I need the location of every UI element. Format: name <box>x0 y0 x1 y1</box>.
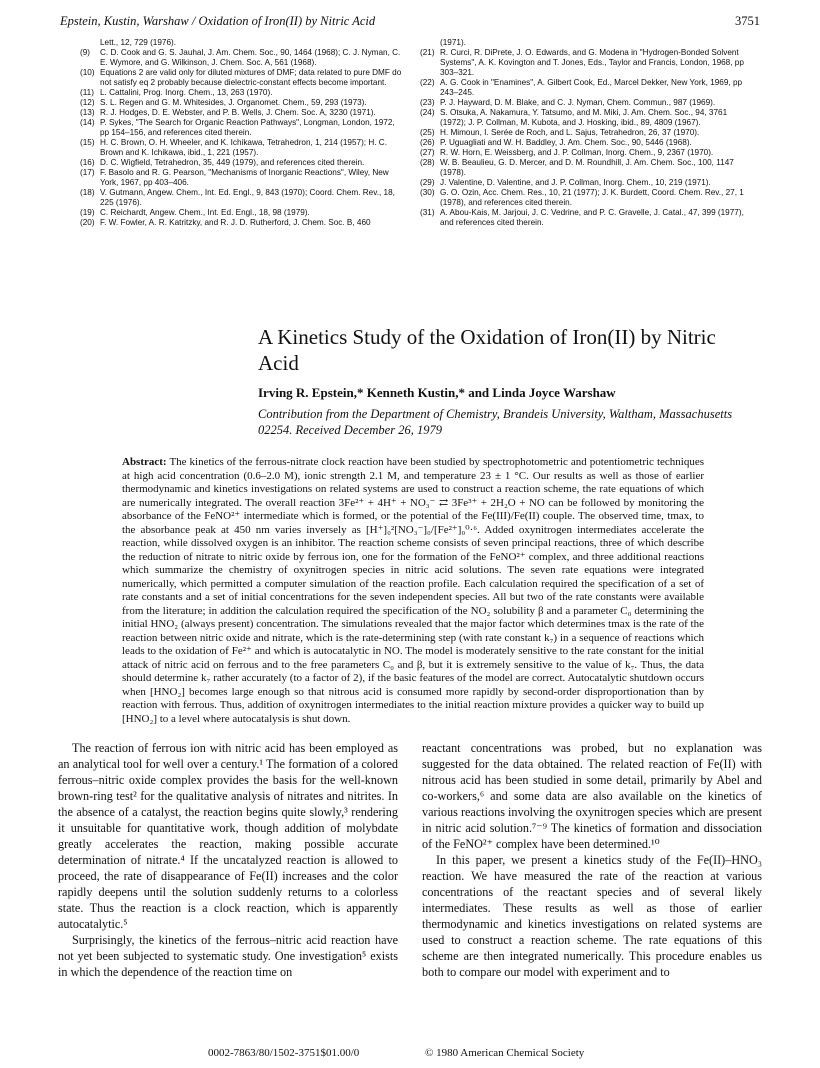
reference-number: (27) <box>420 148 435 157</box>
reference-text: L. Cattalini, Prog. Inorg. Chem., 13, 263 (1970). <box>100 88 273 97</box>
reference-text: (1971). <box>440 38 466 47</box>
reference-number: (29) <box>420 178 435 187</box>
reference-text: F. Basolo and R. G. Pearson, "Mechanisms of Inorganic Reactions", Wiley, New York, 1967, pp 403–406. <box>100 168 389 187</box>
reference-text: H. C. Brown, O. H. Wheeler, and K. Ichikawa, Tetrahedron, 1, 214 (1957); H. C. Brown and K. Ichikawa, ibid., 1, 221 (1957). <box>100 138 387 157</box>
body-left-column <box>58 740 398 980</box>
references-right-column <box>420 38 750 228</box>
reference-item <box>420 78 750 98</box>
reference-number: (22) <box>420 78 435 87</box>
reference-item <box>80 138 405 158</box>
reference-number: (30) <box>420 188 435 197</box>
reference-number: (20) <box>80 218 95 227</box>
reference-text: H. Mimoun, I. Serée de Roch, and L. Sajus, Tetrahedron, 26, 37 (1970). <box>440 128 700 137</box>
reference-item <box>420 158 750 178</box>
reference-item <box>80 38 405 48</box>
reference-number: (11) <box>80 88 94 97</box>
reference-text: W. B. Beaulieu, G. D. Mercer, and D. M. Roundhill, J. Am. Chem. Soc., 100, 1147 (1978). <box>440 158 734 177</box>
reference-number: (18) <box>80 188 95 197</box>
reference-item <box>80 108 405 118</box>
reference-item <box>420 38 750 48</box>
reference-item <box>420 128 750 138</box>
reference-item <box>80 68 405 88</box>
reference-text: S. L. Regen and G. M. Whitesides, J. Organomet. Chem., 59, 293 (1973). <box>100 98 367 107</box>
reference-number: (21) <box>420 48 435 57</box>
reference-text: A. Abou-Kais, M. Jarjoui, J. C. Vedrine, and P. C. Gravelle, J. Catal., 47, 399 (1977), and references cited therein. <box>440 208 744 227</box>
footer-code: 0002-7863/80/1502-3751$01.00/0 <box>208 1047 360 1059</box>
reference-text: V. Gutmann, Angew. Chem., Int. Ed. Engl., 9, 843 (1970); Coord. Chem. Rev., 18, 225 (1976). <box>100 188 395 207</box>
reference-item <box>80 88 405 98</box>
reference-item <box>420 48 750 78</box>
reference-text: R. W. Horn, E. Weissberg, and J. P. Collman, Inorg. Chem., 9, 2367 (1970). <box>440 148 714 157</box>
article-title: A Kinetics Study of the Oxidation of Iron(II) by Nitric Acid <box>258 325 716 375</box>
body-paragraph: reactant concentrations was probed, but no explanation was suggested for the data obtained. The related reaction of Fe(II) with nitrous acid has been studied in some detail, primarily by Abel and co-workers,⁶ and some data are also available on the kinetics of various reactions involving the oxynitrogen species which are present in nitric acid solution.⁷⁻⁹ The kinetics of formation and dissociation of the FeNO²⁺ complex have been determined.¹⁰ <box>422 741 762 851</box>
running-title: Epstein, Kustin, Warshaw / Oxidation of Iron(II) by Nitric Acid <box>60 14 376 28</box>
reference-number: (9) <box>80 48 91 57</box>
abstract <box>122 456 704 726</box>
reference-text: P. Uguagliati and W. H. Baddley, J. Am. Chem. Soc., 90, 5446 (1968). <box>440 138 692 147</box>
reference-item <box>80 188 405 208</box>
page-number: 3751 <box>735 14 760 28</box>
reference-item <box>420 208 750 228</box>
reference-item <box>420 178 750 188</box>
reference-item <box>420 108 750 128</box>
reference-item <box>80 218 405 228</box>
reference-number: (19) <box>80 208 95 217</box>
reference-item <box>420 188 750 208</box>
reference-number: (23) <box>420 98 435 107</box>
reference-item <box>80 208 405 218</box>
reference-item <box>420 138 750 148</box>
running-header <box>60 14 760 36</box>
reference-number: (15) <box>80 138 95 147</box>
reference-number: (10) <box>80 68 95 77</box>
references-left-column <box>80 38 405 228</box>
abstract-text: The kinetics of the ferrous-nitrate clock reaction have been studied by spectrophotometric and potentiometric techniques at high acid concentration (0.6–2.0 M), ionic strength 2.1 M, and temperature 23 ± 1 °C. Our results as well as those of earlier thermodynamic and kinetics investigations on related systems are used to construct a reaction scheme, the rate equations of which are numerically integrated. The overall reaction 3Fe²⁺ + 4H⁺ + NO₃⁻ ⇄ 3Fe³⁺ + 2H₂O + NO can be followed by monitoring the absorbance of the FeNO²⁺ intermediate which is formed, or the potential of the Fe(III)/Fe(II) couple. The observed time, tmax, to the absorbance peak at 450 nm varies inversely as [H⁺]₀²[NO₃⁻]₀/[Fe²⁺]₀⁰·⁶. Added oxynitrogen intermediates accelerate the reaction, while dissolved oxygen is an inhibitor. The reaction scheme consists of seven principal reactions, three of which describe the reduction of nitrate to nitric oxide by ferrous ion, one for the formation of the FeNO²⁺ complex, and three additional reactions which summarize the chemistry of oxynitrogen species in nitric acid solutions. The seven rate equations were integrated numerically, which permitted a computer simulation of the reaction profile. Each calculation required the specification of a set of rate constants and a set of initial concentrations for the seven independent species. All but two of the rate constants were available from the literature; in addition the calculation required the specification of the NO₂ solubility β and a parameter C₀ determining the initial HNO₂ (always present) concentration. The simulations revealed that the major factor which determines tmax is the rate of the reaction between nitric oxide and nitrate, which is the rate-determining step (with rate constant k₇) in a sequence of reactions which leads to the oxidation of Fe²⁺ and which is autocatalytic in NO. The model is moderately sensitive to the rate constant for the initial attack of nitric acid on ferrous and to the free parameters C₀ and β, but it is extremely sensitive to the value of k₇. Thus, the data should determine k₇ rather accurately (to a factor of 2), if the basic features of the model are correct. Autocatalytic shutdown occurs when [HNO₂] becomes large enough so that nitrous acid is consumed more rapidly by second-order disproportionation than by reaction with ferrous. Thus, addition of oxynitrogen intermediates to the initial reaction mixture provides a quicker way to build up [HNO₂] to a level where autocatalysis is shut down. <box>122 456 704 725</box>
reference-text: Lett., 12, 729 (1976). <box>100 38 177 47</box>
article-affiliation: Contribution from the Department of Chemistry, Brandeis University, Waltham, Massachusetts 02254. Received December 26, 1979 <box>258 407 733 437</box>
reference-text: C. Reichardt, Angew. Chem., Int. Ed. Engl., 18, 98 (1979). <box>100 208 310 217</box>
reference-number: (13) <box>80 108 95 117</box>
reference-number: (26) <box>420 138 435 147</box>
article-authors: Irving R. Epstein,* Kenneth Kustin,* and Linda Joyce Warshaw <box>258 385 616 400</box>
reference-number: (25) <box>420 128 435 137</box>
reference-number: (28) <box>420 158 435 167</box>
reference-text: G. O. Ozin, Acc. Chem. Res., 10, 21 (1977); J. K. Burdett, Coord. Chem. Rev., 27, 1 (1978), and references cited therein. <box>440 188 744 207</box>
body-paragraph: The reaction of ferrous ion with nitric acid has been employed as an analytical tool for well over a century.¹ The formation of a colored ferrous–nitric oxide complex provides the basis for the well-known brown-ring test² for the qualitative analysis of nitrates and nitrites. In the absence of a catalyst, the reaction begins quite slowly,³ rendering it unsuitable for quantitative work, though addition of molybdate greatly accelerates the reaction, making possible accurate determination of nitrate.⁴ If the uncatalyzed reaction is allowed to proceed, the rate of disappearance of Fe(II) increases and the color rapidly deepens until the solution suddenly returns to a colorless state. Thus the reaction is a clock reaction, which is apparently autocatalytic.⁵ <box>58 741 398 931</box>
body-paragraph: Surprisingly, the kinetics of the ferrous–nitric acid reaction have not yet been subjected to systematic study. One investigation⁵ exists in which the dependence of the reaction time on <box>58 933 398 979</box>
reference-item <box>420 148 750 158</box>
reference-text: A. G. Cook in "Enamines", A. Gilbert Cook, Ed., Marcel Dekker, New York, 1969, pp 243–245. <box>440 78 743 97</box>
reference-item <box>80 98 405 108</box>
reference-text: Equations 2 are valid only for diluted mixtures of DMF; data related to pure DMF do not satisfy eq 2 probably because dielectric-constant effects become important. <box>100 68 402 87</box>
reference-text: F. W. Fowler, A. R. Katritzky, and R. J. D. Rutherford, J. Chem. Soc. B, 460 <box>100 218 371 227</box>
reference-text: R. J. Hodges, D. E. Webster, and P. B. Wells, J. Chem. Soc. A, 3230 (1971). <box>100 108 376 117</box>
reference-number: (16) <box>80 158 95 167</box>
reference-text: C. D. Cook and G. S. Jauhal, J. Am. Chem. Soc., 90, 1464 (1968); C. J. Nyman, C. E. Wymore, and G. Wilkinson, J. Chem. Soc. A, 561 (1968). <box>100 48 401 67</box>
reference-item <box>80 158 405 168</box>
reference-text: P. Sykes, "The Search for Organic Reaction Pathways", Longman, London, 1972, pp 154–156, and references cited therein. <box>100 118 395 137</box>
reference-item <box>420 98 750 108</box>
reference-text: S. Otsuka, A. Nakamura, Y. Tatsumo, and M. Miki, J. Am. Chem. Soc., 94, 3761 (1972); J. P. Collman, M. Kubota, and J. Hosking, ibid., 89, 4809 (1967). <box>440 108 728 127</box>
abstract-label: Abstract: <box>122 456 167 468</box>
reference-number: (31) <box>420 208 435 217</box>
body-paragraph: In this paper, we present a kinetics study of the Fe(II)–HNO₃ reaction. We have measured the rate of the reaction at various concentrations of the reactant species and of several likely intermediates. These results as well as those of earlier thermodynamic and kinetics investigations on related systems are used to construct a reaction scheme. The rate equations of this scheme are then integrated numerically. This procedure enables us both to compare our model with experiment and to <box>422 853 762 979</box>
reference-number: (17) <box>80 168 95 177</box>
reference-number: (24) <box>420 108 435 117</box>
footer-copyright: © 1980 American Chemical Society <box>425 1047 585 1059</box>
reference-number: (12) <box>80 98 95 107</box>
reference-text: P. J. Hayward, D. M. Blake, and C. J. Nyman, Chem. Commun., 987 (1969). <box>440 98 716 107</box>
reference-number: (14) <box>80 118 95 127</box>
reference-item <box>80 48 405 68</box>
reference-text: R. Curci, R. DiPrete, J. O. Edwards, and G. Modena in "Hydrogen-Bonded Solvent Systems", A. K. Kovington and T. Jones, Eds., Taylor and Francis, London, 1968, pp 303–321. <box>440 48 744 77</box>
body-right-column <box>422 740 762 980</box>
reference-item <box>80 168 405 188</box>
reference-text: J. Valentine, D. Valentine, and J. P. Collman, Inorg. Chem., 10, 219 (1971). <box>440 178 711 187</box>
reference-text: D. C. Wigfield, Tetrahedron, 35, 449 (1979), and references cited therein. <box>100 158 365 167</box>
reference-item <box>80 118 405 138</box>
